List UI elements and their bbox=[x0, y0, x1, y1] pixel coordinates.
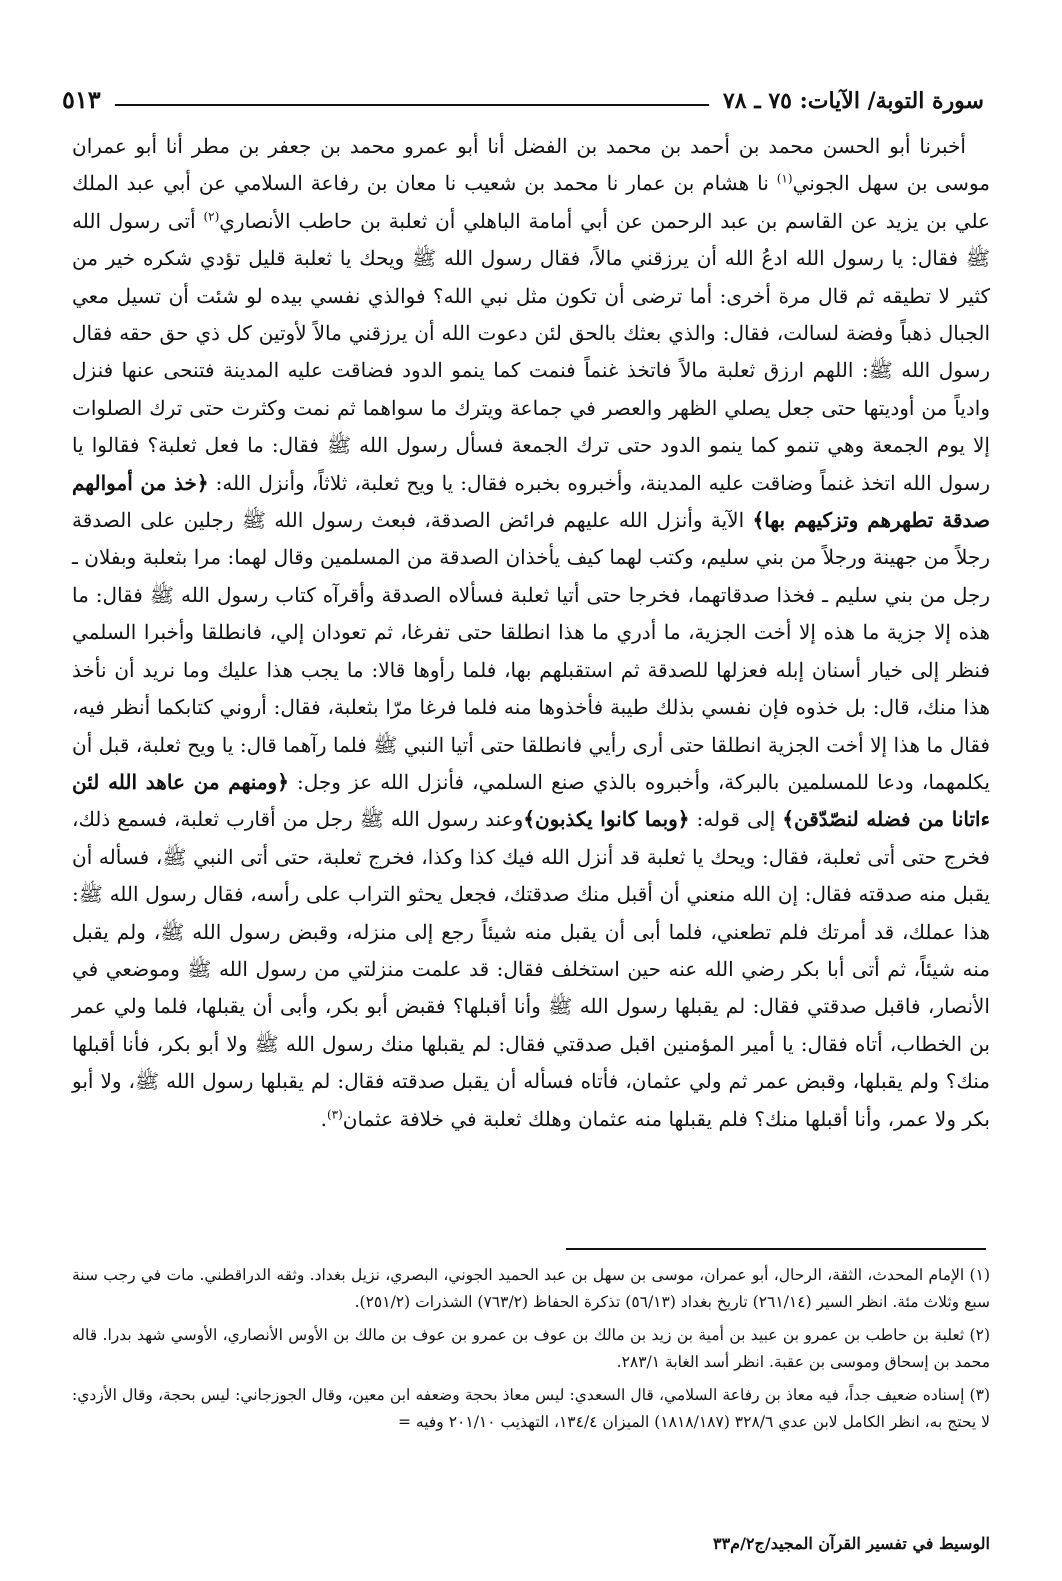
footnote-ref-3: (٣) bbox=[326, 1106, 343, 1121]
footnote-ref-2: (٢) bbox=[203, 209, 220, 224]
footnote-1: (١) الإمام المحدث، الثقة، الرحال، أبو عمران، موسى بن سهل بن عبد الحميد الجوني، البصري، نزيل بغداد. وثقه الدراقطني. مات في رجب سنة سبع وثلاث مئة. انظر السير (٢٦١/١٤) تاريخ بغداد (٥٦/١٣) تذكرة الحفاظ (٧٦٣/٢) الشذرات (٢٥١/٢). bbox=[72, 1266, 990, 1311]
footnote-2: (٢) ثعلبة بن حاطب بن عمرو بن عبيد بن أمية بن زيد بن مالك بن عوف بن عمرو بن عوف بن مالك بن الأوس الأنصاري، الأوسي شهد بدرا. قاله محمد بن إسحاق وموسى بن عقبة. انظر أسد الغابة ٢٨٣/١. bbox=[72, 1326, 990, 1371]
quran-verse: ﴿خذ من أموالهم صدقة تطهرهم وتزكيهم بها﴾ bbox=[72, 470, 990, 533]
page-number: ٥١٣ bbox=[62, 85, 101, 114]
text-segment: إلى قوله: bbox=[689, 807, 783, 832]
text-segment: الآية وأنزل الله عليهم فرائض الصدقة، فبعث رسول الله ﷺ رجلين على الصدقة رجلاً من جهينة ورجلاً من بني سليم، وكتب لهما كيف يأخذان الصدقة من المسلمين وقال لهما: مرا بثعلبة وبفلان ـ رجل من بني سليم ـ فخذا صدقاتهما، فخرجا حتى أتيا ثعلبة فسألاه الصدقة وأقرآه كتاب رسول الله ﷺ فقال: ما هذه إلا جزية ما هذه إلا أخت الجزية، ما أدري ما هذا انطلقا حتى تفرغا، ثم تعودان إلي، فانطلقا وأخبرا السلمي فنظر إلى خيار أسنان إبله فعزلها للصدقة ثم استقبلهم بها، فلما رأوها قالا: ما يجب هذا عليك وما نريد أن نأخذ هذا منك، قال: بل خذوه فإن نفسي بذلك طيبة فأخذوها منه فلما فرغا مرّا بثعلبة، فقال: أروني كتابكما أنظر فيه، فقال ما هذا إلا أخت الجزية انطلقا حتى أرى رأيي فانطلقا حتى أتيا النبي ﷺ فلما رآهما قال: يا ويح ثعلبة، قبل أن يكلمهما، ودعا للمسلمين بالبركة، وأخبروه بالذي صنع السلمي، فأنزل الله عز وجل: bbox=[72, 508, 990, 794]
text-segment: نا هشام بن عمار نا محمد بن شعيب نا معان بن رفاعة السلامي عن أبي عبد الملك علي بن يزيد عن القاسم بن عبد الرحمن عن أبي أمامة الباهلي أن ثعلبة بن حاطب الأنصاري bbox=[72, 171, 991, 233]
main-paragraph bbox=[72, 128, 990, 1138]
text-segment: أتى رسول الله ﷺ فقال: يا رسول الله ادعُ الله أن يرزقني مالاً، فقال رسول الله ﷺ ويحك يا ثعلبة قليل تؤدي شكره خير من كثير لا تطيقه ثم قال مرة أخرى: أما ترضى أن تكون مثل نبي الله؟ فوالذي نفسي بيده لو شئت أن تسيل معي الجبال ذهباً وفضة لسالت، فقال: والذي بعثك بالحق لئن دعوت الله أن يرزقني مالاً لأوتين كل ذي حق حقه فقال رسول الله ﷺ: اللهم ارزق ثعلبة مالاً فاتخذ غنماً فنمت كما ينمو الدود فضاقت عليه المدينة فتنحى عنها فنزل وادياً من أوديتها حتى جعل يصلي الظهر والعصر في جماعة ويترك ما سواهما ثم نمت وكثرت حتى ترك الصلوات إلا يوم الجمعة وهي تنمو كما ينمو الدود حتى ترك الجمعة فسأل رسول الله ﷺ فقال: ما فعل ثعلبة؟ فقالوا يا رسول الله اتخذ غنماً وضاقت عليه المدينة، وأخبروه بخبره فقال: يا ويح ثعلبة، ثلاثاً، وأنزل الله: bbox=[72, 208, 991, 495]
quran-verse: ﴿وبما كانوا يكذبون﴾ bbox=[523, 807, 690, 832]
text-segment: وعند رسول الله ﷺ رجل من أقارب ثعلبة، فسمع ذلك، فخرج حتى أتى ثعلبة، فقال: ويحك يا ثعلبة قد أنزل الله فيك كذا وكذا، فخرج ثعلبة، حتى أتى النبي ﷺ، فسأله أن يقبل منه صدقته فقال: إن الله منعني أن أقبل منك صدقتك، فجعل يحثو التراب على رأسه، فقال رسول الله ﷺ: هذا عملك، قد أمرتك فلم تطعني، فلما أبى أن يقبل منه شيئاً رجع إلى منزله، وقبض رسول الله ﷺ، ولم يقبل منه شيئاً، ثم أتى أبا بكر رضي الله عنه حين استخلف فقال: قد علمت منزلتي من رسول الله ﷺ وموضعي في الأنصار، فاقبل صدقتي فقال: لم يقبلها رسول الله ﷺ وأنا أقبلها؟ فقبض أبو بكر، وأبى أن يقبلها، فلما ولي عمر بن الخطاب، أتاه فقال: يا أمير المؤمنين اقبل صدقتي فقال: لم يقبلها منك رسول الله ﷺ ولا أبو بكر، فأنا أقبلها منك؟ ولم يقبلها، وقبض عمر ثم ولي عثمان، فأتاه فسأله أن يقبل صدقته فقال: لم يقبلها رسول الله ﷺ، ولا أبو بكر ولا عمر، وأنا أقبلها منك؟ فلم يقبلها منه عثمان وهلك ثعلبة في خلافة عثمان bbox=[72, 807, 990, 1131]
running-header bbox=[62, 78, 984, 114]
footnote-3: (٣) إسناده ضعيف جداً، فيه معاذ بن رفاعة السلامي، قال السعدي: ليس معاذ بحجة وضعفه ابن معين، وقال الجوزجاني: ليس بحجة، وقال الأزدي: لا يحتج به، انظر الكامل لابن عدي ٣٢٨/٦ (١٨١٨/١٨٧) الميزان ١٣٤/٤، التهذيب ٢٠١/١٠ وفيه = bbox=[72, 1386, 990, 1431]
book-signature: الوسيط في تفسير القرآن المجيد/ج٢/م٣٣ bbox=[712, 1534, 990, 1553]
footnote-ref-1: (١) bbox=[776, 171, 793, 186]
header-rule bbox=[115, 104, 709, 106]
text-segment: . bbox=[320, 1106, 327, 1131]
footnotes bbox=[72, 1262, 990, 1442]
header-title: سورة التوبة/ الآيات: ٧٥ ـ ٧٨ bbox=[722, 88, 984, 114]
quran-verse: ﴿ومنهم من عاهد الله لئن ءاتانا من فضله لنصّدّقن﴾ bbox=[72, 769, 991, 832]
text-segment: أخبرنا أبو الحسن محمد بن أحمد بن محمد بن الفضل أنا أبو عمرو محمد بن جعفر بن مطر أنا أبو عمران موسى بن سهل الجوني bbox=[72, 134, 990, 196]
footnote-separator bbox=[566, 1248, 986, 1250]
main-text bbox=[72, 128, 990, 1138]
